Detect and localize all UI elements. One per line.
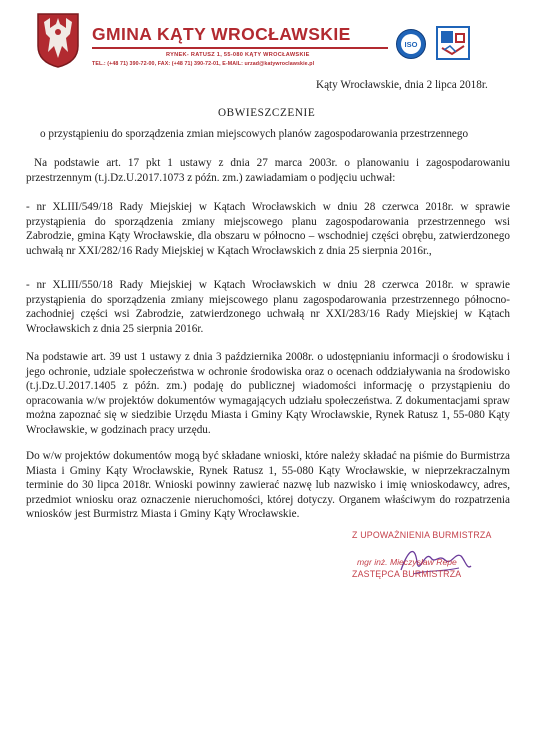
paragraph-environmental-info: Na podstawie art. 39 ust 1 ustawy z dnia 3 października 2008r. o udostępnianiu informacji o środowisku i jego ochronie, udziale społeczeństwa w ochronie środowiska oraz o ocenach oddziaływania na środowisko (t.j.Dz.U.2017.1405 z późn. zm.) podaję do publicznej wiadomości informację o przystąpieniu do opracowania w/w projektów dokumentów wymagających udziału społeczeństwa. Z dokumentacjami spraw można zapoznać się w siedzibie Urzędu Miasta i Gminy Kąty Wrocławskie, Rynek Ratusz 1, 55-080 Kąty Wrocławskie, w godzinach pracy urzędu. [26, 351, 510, 436]
document-date: Kąty Wrocławskie, dnia 2 lipca 2018r. [316, 79, 488, 91]
paragraph-resolution-549: - nr XLIII/549/18 Rady Miejskiej w Kątach Wrocławskich w dniu 28 czerwca 2018r. w sprawie przystąpienia do sporządzenia zmiany miejscowego planu zagospodarowania przestrzennego wsi Zabrodzie, gmina Kąty Wrocławskie, dla obszaru w północno – wschodniej części obrębu, zatwierdzonego uchwałą nr XXI/282/16 Rady Miejskiej w Kątach Wrocławskich z dnia 25 sierpnia 2016r., [26, 201, 510, 257]
organization-name: GMINA KĄTY WROCŁAWSKIE [92, 24, 351, 44]
document-title: OBWIESZCZENIE [218, 107, 316, 119]
paragraph-applications: Do w/w projektów dokumentów mogą być składane wnioski, które należy składać na piśmie do Burmistrza Miasta i Gminy Kąty Wrocławskie, Rynek Ratusz 1, 55-080 Kąty Wrocławskie, w nieprzekraczalnym terminie do 30 lipca 2018r. Wnioski powinny zawierać nazwę lub nazwisko i imię wnioskodawcy, adres, przedmiot wniosku oraz oznaczenie nieruchomości, której dotyczy. Organem właściwym do rozpatrzenia wniosków jest Burmistrz Miasta i Gminy Kąty Wrocławskie. [26, 450, 510, 521]
paragraph-resolution-550: - nr XLIII/550/18 Rady Miejskiej w Kątach Wrocławskich w dniu 28 czerwca 2018r. w sprawie przystąpienia do sporządzenia zmiany miejscowego planu zagospodarowania przestrzennego północno-zachodniej części wsi Zabrodzie, zatwierdzonego uchwałą nr XXI/283/16 Rady Miejskiej w Kątach Wrocławskich z dnia 25 sierpnia 2016r. [26, 279, 510, 335]
iso-logo-text: ISO [404, 40, 418, 49]
quality-certificate-icon [436, 26, 470, 60]
stamp-authorization: Z UPOWAŻNIENIA BURMISTRZA [352, 530, 492, 540]
stamp-deputy-mayor: ZASTĘPCA BURMISTRZA [352, 569, 462, 579]
stamp-signatory-name: mgr inż. Mieczysław Repe [357, 557, 457, 567]
iso-certification-icon [395, 28, 427, 60]
paragraph-legal-basis: Na podstawie art. 17 pkt 1 ustawy z dnia 27 marca 2003r. o planowaniu i zagospodarowaniu przestrzennym (t.j.Dz.U.2017.1073 z późn. zm.) zawiadamiam o podjęciu uchwał: [26, 157, 510, 184]
letterhead-rule [92, 47, 388, 49]
letterhead-address: RYNEK- RATUSZ 1, 55-080 KĄTY WROCŁAWSKIE [166, 52, 310, 58]
coat-of-arms-icon [36, 12, 80, 68]
letterhead-contact: TEL.: (+48 71) 390-72-00, FAX: (+48 71) 390-72-01, E-MAIL: urzad@katywroclawskie.pl [92, 61, 315, 67]
document-subject: o przystąpieniu do sporządzenia zmian miejscowych planów zagospodarowania przestrzennego [40, 128, 469, 140]
